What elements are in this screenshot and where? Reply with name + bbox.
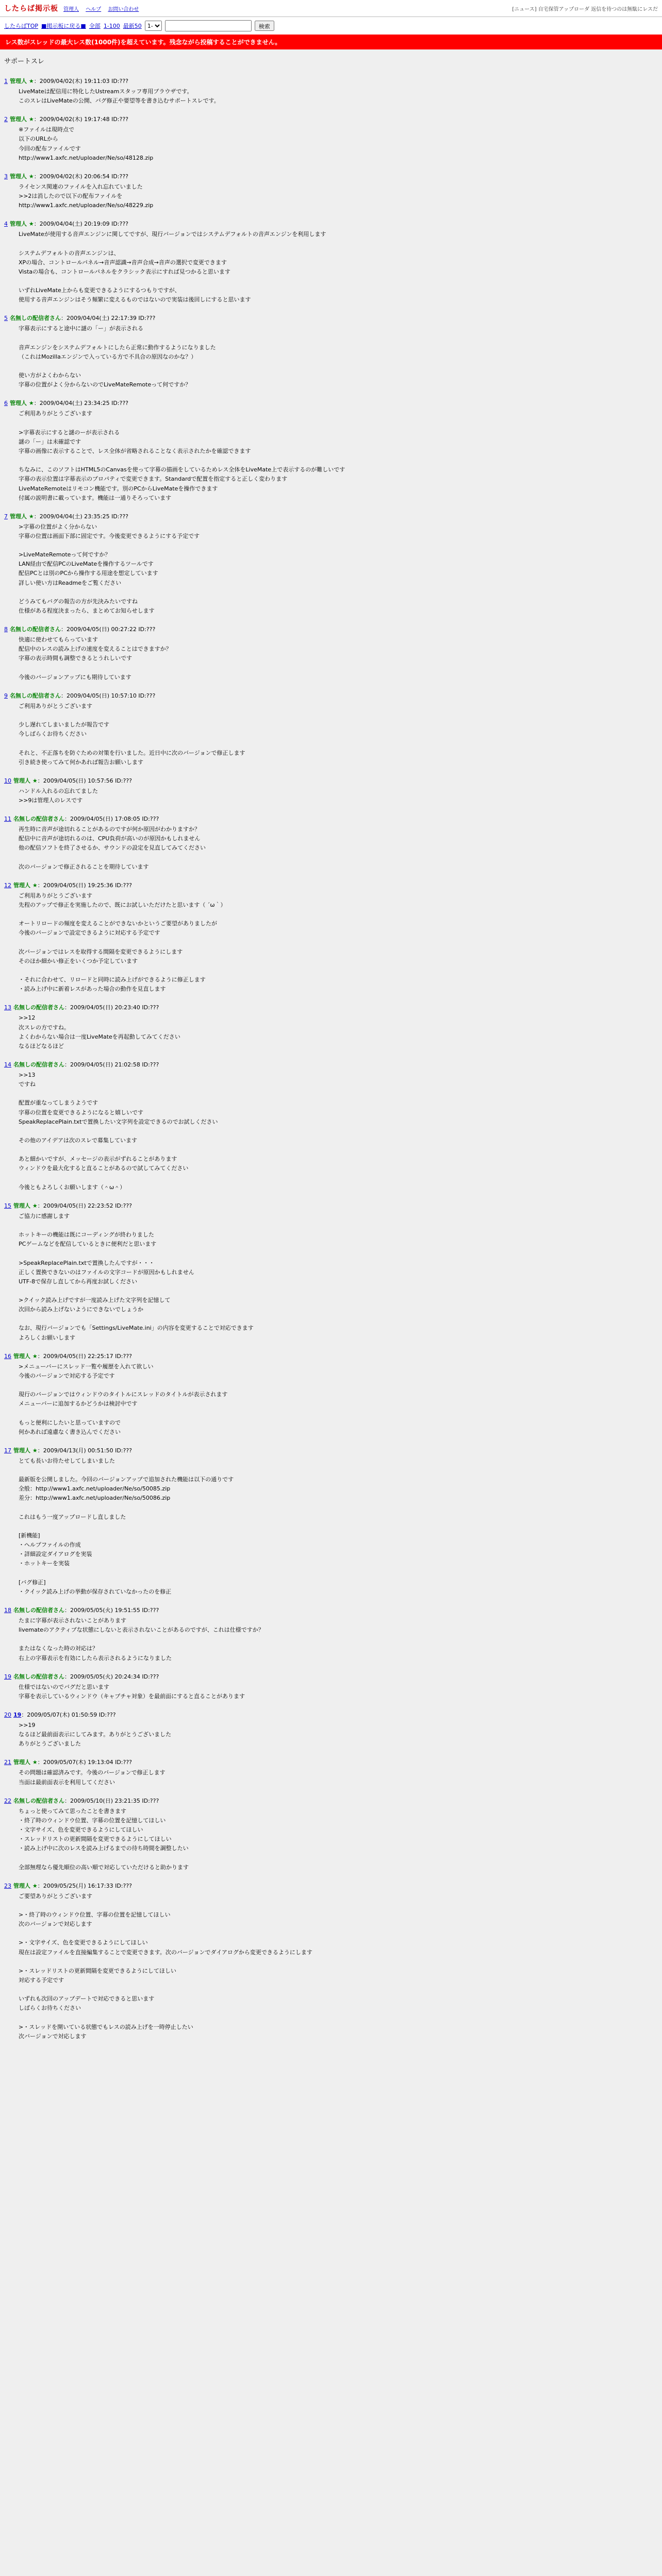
thread-posts (0, 77, 662, 2041)
post-header (4, 881, 658, 889)
top-links (63, 5, 144, 12)
post-body: 快適に使わせてもらっています 配信中のレスの読み上げの速度を変えることはできますか？ 字幕の表示時間も調整できるとうれしいです 今後のバージョンアップにも期待しています (19, 636, 172, 681)
post-header (4, 314, 658, 322)
post-header (4, 1758, 658, 1766)
post-header (4, 77, 658, 85)
post-header (4, 691, 658, 700)
site-logo: したらば掲示板 (4, 5, 58, 13)
post (4, 776, 658, 805)
post-header (4, 1882, 658, 1890)
post-number[interactable]: 21 (4, 1759, 11, 1766)
post-number[interactable]: 9 (4, 692, 8, 699)
post-body: ご利用ありがとうございます 先程のアップで修正を実施したので、既にお試しいただけたと思います（ ´ω｀） オートリロードの頻度を変えることができないかというご要望がありましたが 今後のバージョンで設定できるように対応する予定です 次バージョンではレスを取得する間隔を変更できるようにします そのほか細かい修正をいくつか予定しています ・それに合わせて、リロードと同時に読み上げができるように修正します ・読み上げ中に新着レスがあった場合の動作を見直します (19, 892, 226, 993)
range-select[interactable] (145, 21, 162, 31)
post-number[interactable]: 14 (4, 1061, 11, 1068)
post-body: >>12 次スレの方ですね。 よくわからない場合は一度LiveMateを再起動してみてください なるほどなるほど (19, 1014, 180, 1049)
nav-bar (0, 17, 662, 35)
post-date: ：2009/04/05(日) 19:25:36 ID:??? (37, 882, 133, 889)
post (4, 1201, 658, 1343)
post-author: 管理人 ★ (13, 1447, 38, 1454)
post-number[interactable]: 12 (4, 882, 11, 889)
post-number[interactable]: 15 (4, 1202, 11, 1209)
post-body: ライセンス関連のファイルを入れ忘れていました >>2は消したので以下の配布ファイルを http://www1.axfc.net/uploader/Ne/so/48229.zip (19, 183, 154, 209)
post-header (4, 1710, 658, 1719)
post-header (4, 1060, 658, 1069)
post-header (4, 1003, 658, 1011)
post-body: 再生時に音声が途切れることがあるのですが何か原因がわかりますか？ 配信中に音声が途切れるのは、CPU負荷が高いのが原因かもしれません 他の配信ソフトを終了させるか、サウンドの設定を見直してみてください 次のバージョンで修正されることを期待しています (19, 826, 206, 870)
post-author[interactable]: 19 (13, 1711, 22, 1718)
post-header (4, 815, 658, 823)
nav-recent-link[interactable]: 最新50 (123, 23, 142, 29)
post-author: 管理人 ★ (10, 221, 34, 228)
post-author: 名無しの配信者さん (13, 1673, 64, 1680)
post-body: >字幕の位置がよく分からない 字幕の位置は画面下部に固定です。今後変更できるようにする予定です >LiveMateRemoteって何ですか？ LAN経由で配信PCのLiveMateを操作するツールです 配信PCとは別のPCから操作する用途を想定しています 詳しい使い方はReadmeをご覧ください どうみてもバグの報告の方が先決みたいですね 仕様がある程度決まったら、まとめてお知らせします (19, 523, 200, 615)
top-link-help[interactable]: ヘルプ (86, 6, 102, 12)
post-number[interactable]: 1 (4, 78, 8, 84)
post-date: ：2009/04/05(日) 10:57:56 ID:??? (37, 777, 133, 784)
post-header (4, 399, 658, 407)
post-number[interactable]: 18 (4, 1607, 11, 1614)
post-author: 名無しの配信者さん (13, 816, 64, 823)
post-author: 名無しの配信者さん (13, 1607, 64, 1614)
post-header (4, 172, 658, 180)
post-body: ※ファイルは現時点で 以下のURLから 今回の配布ファイルです http://www1.axfc.net/uploader/Ne/so/48128.zip (19, 126, 154, 161)
post (4, 172, 658, 210)
thread-title: サポートスレ (4, 58, 44, 65)
post-body: とても長いお待たせしてしまいました 最新版を公開しました。今回のバージョンアップで追加された機能は以下の通りです 全般：http://www1.axfc.net/uploader/Ne/so/50085.zip 差分：http://www1.axfc.net/uploader/Ne/so/50086.zip これはもう一度アップロードし直しました [新機能] ・ヘルプファイルの作成 ・詳細設定ダイアログを実装 ・ホットキーを実装 [バグ修正] ・クイック読み上げの挙動が保存されていなかったのを修正 (19, 1457, 234, 1595)
post-date: ：2009/05/25(月) 16:17:33 ID:??? (37, 1882, 133, 1889)
post-number[interactable]: 11 (4, 816, 11, 823)
post (4, 512, 658, 616)
post-body: ご利用ありがとうございます 少し遅れてしまいましたが報告です 今しばらくお待ちください それと、不正落ちを防ぐための対策を行いました。近日中に次のバージョンで修正します 引き続き使ってみて何かあれば報告お願いします (19, 702, 245, 766)
post (4, 1710, 658, 1749)
nav-range-link[interactable]: 1-100 (103, 22, 120, 29)
post-author: 管理人 ★ (13, 777, 38, 784)
post-date: ：2009/04/04(土) 23:34:25 ID:??? (34, 400, 129, 407)
post-body: たまに字幕が表示されないことがあります livemateのアクティブな状態にしないと表示されないことがあるのですが、これは仕様ですか？ またはなくなった時の対応は？ 右上の字幕表示を有効にしたら表示されるようになりました (19, 1617, 264, 1662)
post-number[interactable]: 8 (4, 626, 8, 633)
post-date: ：2009/04/13(月) 00:51:50 ID:??? (37, 1447, 133, 1454)
post-author: 管理人 ★ (10, 116, 34, 123)
post-author: 名無しの配信者さん (10, 315, 61, 322)
post-body: 字幕表示にすると途中に謎の「ー」が表示される 音声エンジンをシステムデフォルトにしたら正常に動作するようになりました （これはMozillaエンジンで入っている方で不具合の原因なのかな？） 使い方がよくわからない 字幕の位置がよく分からないのでLiveMateRemoteって何ですか？ (19, 325, 216, 388)
post-number[interactable]: 13 (4, 1004, 11, 1011)
post-header (4, 1201, 658, 1210)
post-number[interactable]: 16 (4, 1352, 11, 1360)
post-header (4, 1446, 658, 1454)
post-header (4, 776, 658, 785)
post-header (4, 512, 658, 520)
post-header (4, 625, 658, 633)
post-date: ：2009/04/05(日) 10:57:10 ID:??? (61, 692, 156, 699)
post-date: ：2009/04/04(土) 22:17:39 ID:??? (61, 315, 156, 322)
post-number[interactable]: 19 (4, 1673, 11, 1680)
thread-full-notice: レス数がスレッドの最大レス数(1000件)を超えています。残念ながら投稿することができません。 (0, 35, 662, 49)
post-body: >>13 ですね 配置が重なってしまうようです 字幕の位置を変更できるようになると嬉しいです SpeakReplacePlain.txtで置換したい文字列を設定できるのでお試しください その他のアイデアは次のスレで募集しています あと細かいですが、メッセージの表示がずれることがあります ウィンドウを最大化すると直ることがあるので試してみてください 今後ともよろしくお願いします（＾ω＾） (19, 1071, 218, 1191)
post-number[interactable]: 7 (4, 513, 8, 520)
post-header (4, 1352, 658, 1360)
post (4, 1446, 658, 1597)
post-header (4, 1606, 658, 1614)
nav-all-link[interactable]: 全部 (89, 23, 101, 29)
post (4, 115, 658, 163)
post-date: ：2009/05/07(木) 19:13:04 ID:??? (37, 1759, 133, 1766)
post-date: ：2009/04/05(日) 21:02:58 ID:??? (64, 1061, 159, 1068)
post (4, 219, 658, 304)
post-number[interactable]: 6 (4, 400, 8, 407)
post (4, 691, 658, 767)
post-author: 名無しの配信者さん (13, 1061, 64, 1068)
post-body: LiveMateが使用する音声エンジンに関してですが、現行バージョンではシステムデフォルトの音声エンジンを利用します システムデフォルトの音声エンジンは、 XPの場合、コントロールパネル→音声認識→音声合成→音声の選択で変更できます Vistaの場合も、コントロールパネルをクラシック表示にすれば見つかると思います いずれLiveMate上からも変更できるようにするつもりですが、 使用する音声エンジンはそう頻繁に変えるものではないので実装は後回しにすると思います (19, 231, 326, 303)
post (4, 625, 658, 682)
post-author: 管理人 ★ (13, 1759, 38, 1766)
post (4, 1060, 658, 1192)
post-header (4, 115, 658, 123)
top-link-admin[interactable]: 管理人 (63, 6, 79, 12)
post-number[interactable]: 2 (4, 116, 8, 123)
post-body: >メニューバーにスレッド一覧や履歴を入れて欲しい 今後のバージョンで対応する予定です 現行のバージョンではウィンドウのタイトルにスレッドのタイトルが表示されます メニューバーに追加するかどうかは検討中です もっと便利にしたいと思っていますので 何かあれば遠慮なく書き込んでください (19, 1363, 228, 1435)
post-body: LiveMateは配信用に特化したUstreamスタッフ専用ブラウザです。 このスレはLiveMateの公開、バグ修正や要望等を書き込むサポートスレです。 (19, 88, 220, 105)
post-author: 名無しの配信者さん (13, 1797, 64, 1804)
search-input[interactable] (165, 20, 252, 31)
search-button[interactable]: 検索 (255, 21, 274, 31)
post-number[interactable]: 23 (4, 1882, 11, 1889)
post-date: ：2009/04/05(日) 20:23:40 ID:??? (64, 1004, 159, 1011)
post (4, 1606, 658, 1663)
post-number[interactable]: 4 (4, 221, 8, 228)
post-header (4, 219, 658, 228)
post (4, 815, 658, 872)
post-author: 名無しの配信者さん (13, 1004, 64, 1011)
post-body: 仕様ではないのでバグだと思います 字幕を表示しているウィンドウ（キャプチャ対象）を最前面にすると直ることがあります (19, 1683, 245, 1700)
post-body: ご要望ありがとうございます >・終了時のウィンドウ位置、字幕の位置を記憶してほしい 次のバージョンで対応します >・文字サイズ、色を変更できるようにしてほしい 現在は設定ファイルを直接編集することで変更できます。次のバージョンでダイアログから変更できるようにします >・スレッドリストの更新間隔を変更できるようにしてほしい 対応する予定です いずれも次回のアップデートで対応できると思います しばらくお待ちください >・スレッドを開いている状態でもレスの読み上げを一時停止したい 次バージョンで対応します (19, 1892, 312, 2040)
post (4, 314, 658, 389)
post-number[interactable]: 22 (4, 1797, 11, 1804)
post-body: その問題は確認済みです。今後のバージョンで修正します 当面は最前面表示を利用してください (19, 1769, 166, 1786)
post-author: 管理人 ★ (13, 1202, 38, 1209)
post-date: ：2009/04/02(木) 20:06:54 ID:??? (34, 173, 129, 180)
post-header (4, 1672, 658, 1681)
post-date: ：2009/05/10(日) 23:21:35 ID:??? (64, 1797, 159, 1804)
post-author: 名無しの配信者さん (10, 626, 61, 633)
post-date: ：2009/04/02(木) 19:17:48 ID:??? (34, 116, 129, 123)
post-author: 管理人 ★ (10, 78, 34, 84)
top-bar (0, 0, 662, 17)
post (4, 1882, 658, 2041)
post-date: ：2009/05/05(火) 19:51:55 ID:??? (64, 1607, 159, 1614)
post (4, 1672, 658, 1701)
post-header (4, 1797, 658, 1805)
post-author: 管理人 ★ (13, 1882, 38, 1889)
post-body: ちょっと使ってみて思ったことを書きます ・終了時のウィンドウ位置、字幕の位置を記憶してほしい ・文字サイズ、色を変更できるようにしてほしい ・スレッドリストの更新間隔を変更できるようにしてほしい ・読み上げ中に次のレスを読み上げるまでの待ち時間を調整したい 全部無理なら優先順位の高い順で対応していただけると助かります (19, 1807, 189, 1871)
post-body: ご利用ありがとうございます >字幕表示にすると謎のーが表示される 謎の「ー」は未確認です 字幕の画像に表示することで、レス全体が省略されることなく表示されたかを確認できます ちなみに、このソフトはHTML5のCanvasを使って字幕の描画をしているためレス全体をLiveMate上で表示するのが難しいです 字幕の表示位置は字幕表示のプロパティで変更できます。Standardで配置を指定すると正しく変わります LiveMateRemoteはリモコン機能です。別のPCからLiveMateを操作できます 付属の説明書に載っています。機能は一通りそろっています (19, 410, 345, 501)
post-date: ：2009/04/05(日) 00:27:22 ID:??? (61, 626, 156, 633)
nav-top-link[interactable]: したらばTOP (4, 23, 39, 29)
post-number[interactable]: 5 (4, 315, 8, 322)
post (4, 1797, 658, 1872)
post-author: 管理人 ★ (13, 1352, 38, 1360)
post-number[interactable]: 10 (4, 777, 11, 784)
post-number[interactable]: 20 (4, 1711, 11, 1718)
post-number[interactable]: 17 (4, 1447, 11, 1454)
post-body: >>19 なるほど最前面表示にしてみます。ありがとうございました ありがとうございました (19, 1721, 172, 1748)
post-number[interactable]: 3 (4, 173, 8, 180)
post-date: ：2009/04/05(日) 22:25:17 ID:??? (37, 1352, 133, 1360)
post (4, 881, 658, 994)
post-author: 管理人 ★ (10, 400, 34, 407)
post (4, 1003, 658, 1051)
post-author: 管理人 ★ (10, 513, 34, 520)
post-author: 管理人 ★ (13, 882, 38, 889)
post-date: ：2009/04/05(日) 22:23:52 ID:??? (37, 1202, 133, 1209)
post-date: ：2009/05/05(火) 20:24:34 ID:??? (64, 1673, 159, 1680)
post-author: 管理人 ★ (10, 173, 34, 180)
post (4, 77, 658, 106)
post-date: ：2009/04/04(土) 23:35:25 ID:??? (34, 513, 129, 520)
post-body: ハンドル入れるの忘れてました >>9は管理人のレスです (19, 787, 98, 804)
nav-board-link[interactable]: ■掲示板に戻る■ (41, 23, 86, 29)
post-date: ：2009/05/07(木) 01:50:59 ID:??? (21, 1711, 116, 1718)
post (4, 1758, 658, 1787)
top-link-contact[interactable]: お問い合わせ (108, 6, 139, 12)
post-date: ：2009/04/05(日) 17:08:05 ID:??? (64, 816, 159, 823)
post (4, 399, 658, 502)
post-date: ：2009/04/04(土) 20:19:09 ID:??? (34, 221, 129, 228)
post (4, 1352, 658, 1437)
post-body: ご協力に感謝します ホットキーの機能は既にコーディングが終わりました PCゲームなどを配信しているときに便利だと思います >SpeakReplacePlain.txtで置換したんですが・・・ 正しく置換できないのはファイルの文字コードが原因かもしれません UTF-8で保存し直してから再度お試しください >クイック読み上げですが一度読み上げた文字列を記憶して 次回から読み上げないようにできないでしょうか なお、現行バージョンでも「Settings/LiveMate.ini」の内容を変更することで対応できます よろしくお願いします (19, 1212, 254, 1341)
top-news[interactable]: [ニュース] 自宅保管アップローダ 返信を待つのは無駄にレスだ (512, 7, 658, 12)
post-date: ：2009/04/02(木) 19:11:03 ID:??? (34, 78, 129, 84)
post-author: 名無しの配信者さん (10, 692, 61, 699)
